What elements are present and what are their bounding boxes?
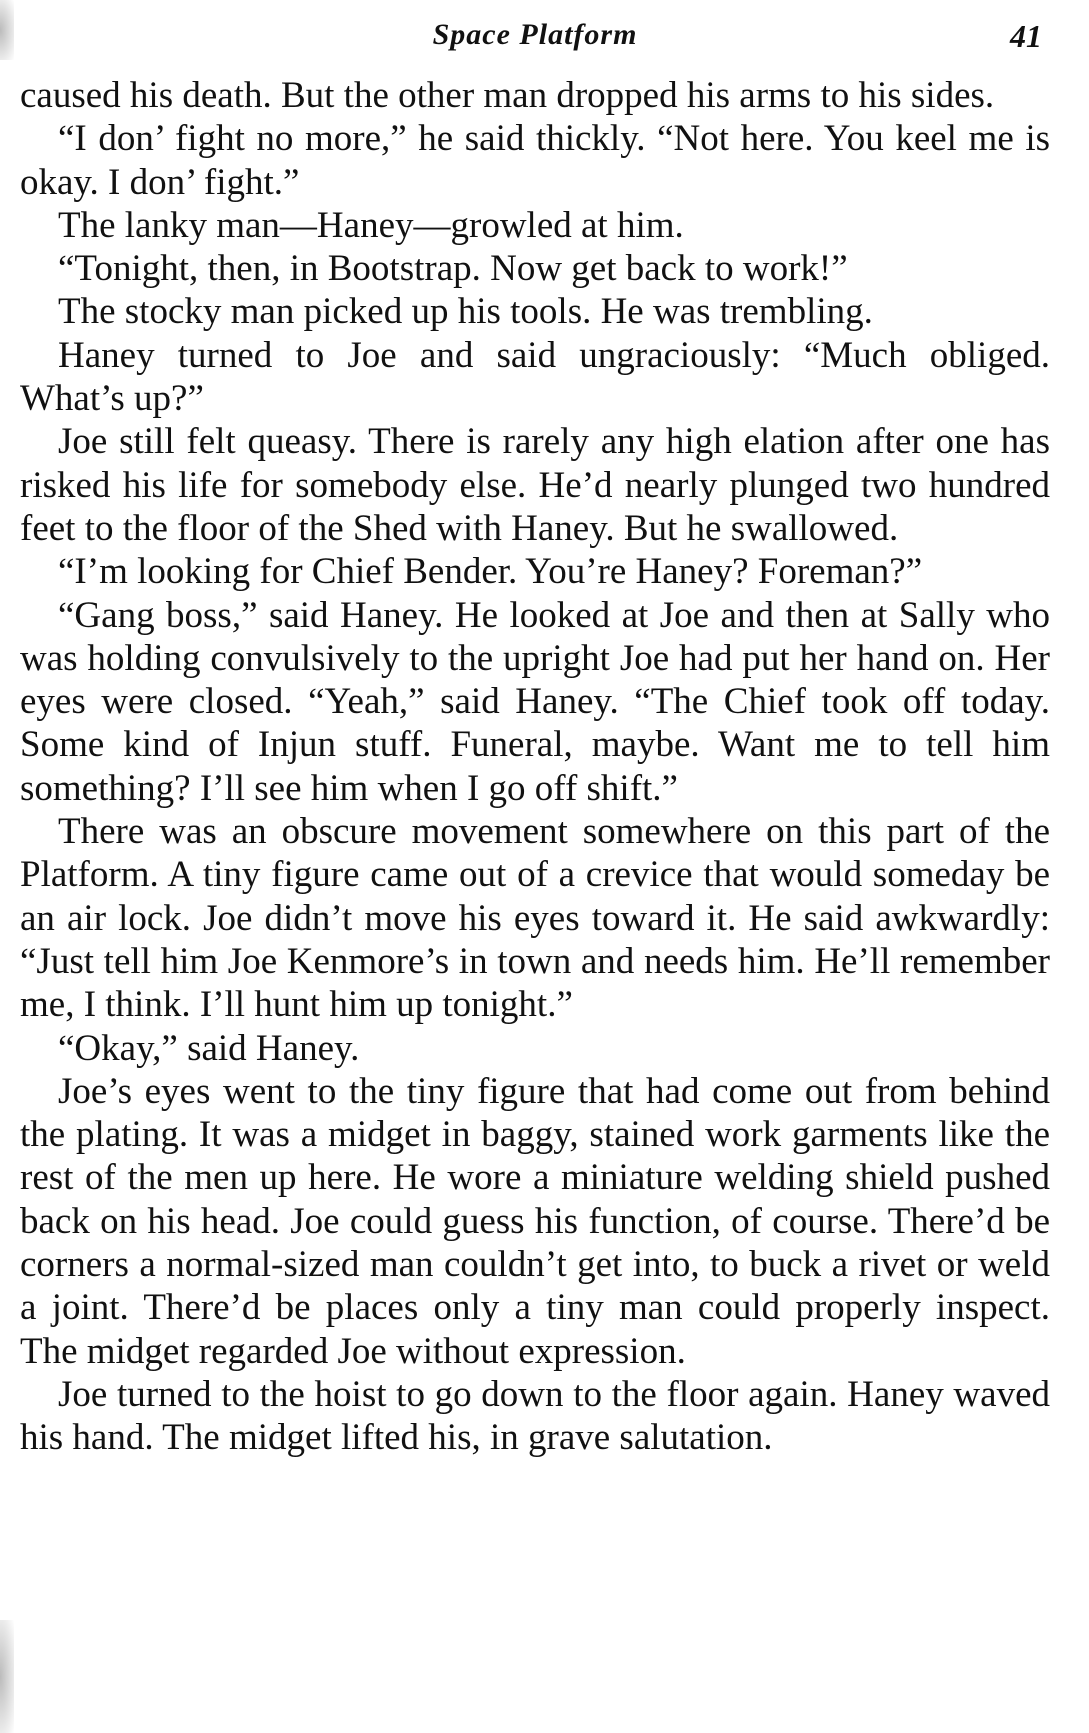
paragraph: “Gang boss,” said Haney. He looked at Joe and then at Sally who was holding convulsively to the upright Joe had put her hand on. Her eyes were closed. “Yeah,” said Haney. “The Chief took off today. Some kind of Injun stuff. Funeral, maybe. Want me to tell him something? I’ll see him when I go off shift.” (20, 594, 1050, 809)
paragraph: “I’m looking for Chief Bender. You’re Haney? Foreman?” (58, 551, 923, 593)
paragraph: “Okay,” said Haney. (58, 1027, 360, 1069)
paragraph: caused his death. But the other man dropped his arms to his sides. (20, 75, 995, 116)
body-text (20, 74, 1050, 1460)
page-header (20, 18, 1050, 62)
running-title: Space Platform (432, 18, 638, 51)
paragraph: Joe turned to the hoist to go down to the floor again. Haney waved his hand. The midget lifted his, in grave salutation. (20, 1373, 1050, 1459)
paragraph: The stocky man picked up his tools. He was trembling. (58, 291, 873, 333)
paragraph: “I don’ fight no more,” he said thickly. “Not here. You keel me is okay. I don’ fight.” (20, 118, 1050, 203)
paragraph: “Tonight, then, in Bootstrap. Now get back to work!” (58, 248, 848, 290)
paragraph: There was an obscure movement somewhere on this part of the Platform. A tiny figure came out of a crevice that would someday be an air lock. Joe didn’t move his eyes toward it. He said awkwardly: “Just tell him Joe Kenmore’s in town and needs him. He’ll remember me, I think. I’ll hunt him up tonight.” (20, 811, 1050, 1026)
page-number: 41 (1010, 18, 1042, 54)
margin-smudge-top (0, 0, 14, 60)
paragraph: The lanky man—Haney—growled at him. (58, 204, 684, 246)
margin-smudge-bottom (0, 1620, 14, 1733)
paragraph: Joe’s eyes went to the tiny figure that had come out from behind the plating. It was a midget in baggy, stained work garments like the rest of the men up here. He wore a miniature welding shield pushed back on his head. Joe could guess his function, of course. There’d be corners a normal-sized man couldn’t get into, to buck a rivet or weld a joint. There’d be places only a tiny man could properly inspect. The midget regarded Joe without expression. (20, 1070, 1050, 1372)
paragraph: Joe still felt queasy. There is rarely any high elation after one has risked his life for somebody else. He’d nearly plunged two hundred feet to the floor of the Shed with Haney. But he swallowed. (20, 421, 1050, 549)
paragraph: Haney turned to Joe and said ungraciously: “Much obliged. What’s up?” (20, 334, 1050, 420)
